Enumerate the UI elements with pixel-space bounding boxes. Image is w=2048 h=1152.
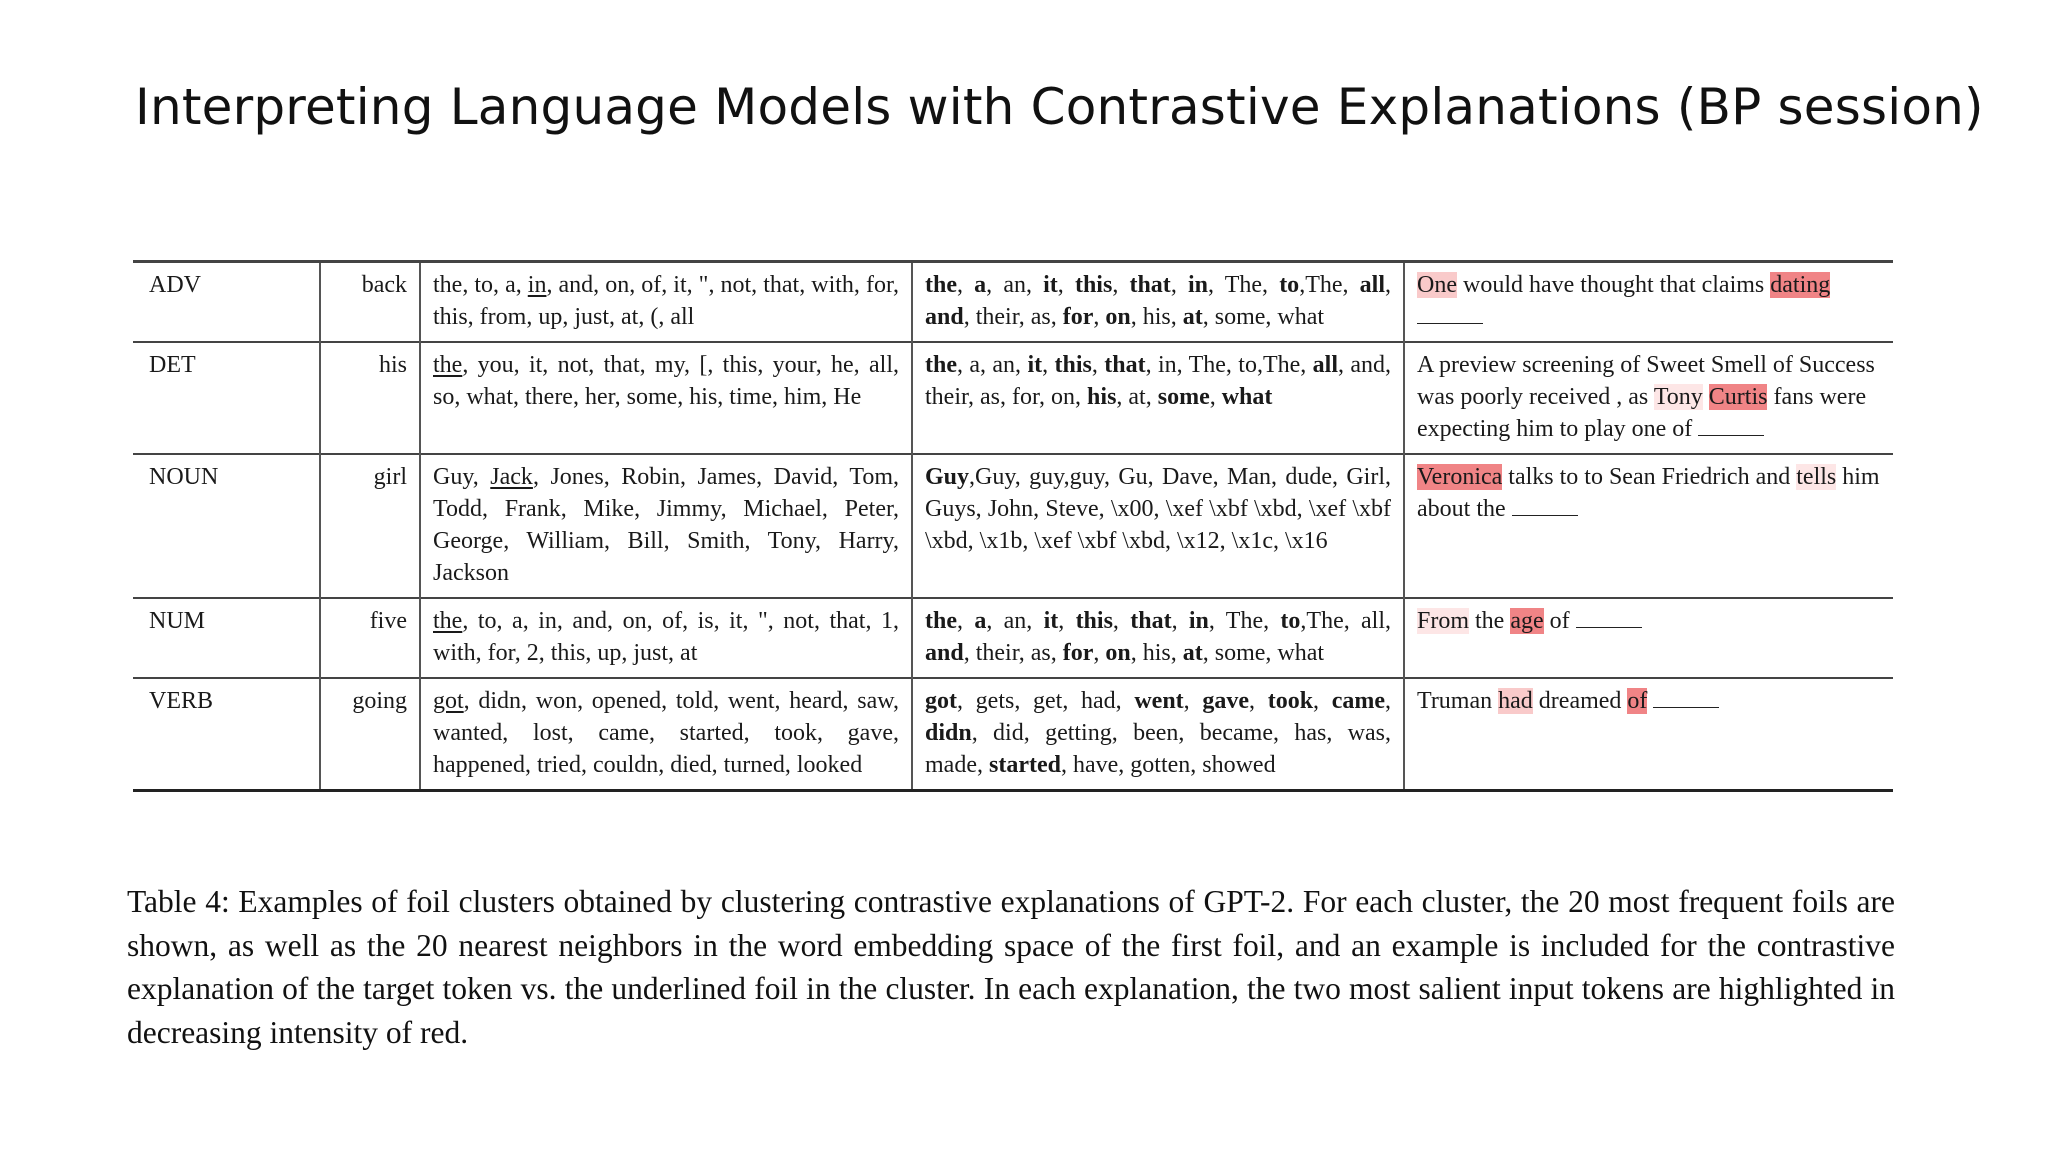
bold-token: a [974,608,987,634]
bold-token: for [1062,304,1094,330]
table-caption: Table 4: Examples of foil clusters obtained by clustering contrastive explanations of GPT-2. For each cluster, the 20 most frequent foils are shown, as well as the 20 nearest neighbors in the word embedding space of the first foil, and an example is included for the contrastive explanation of the target token vs. the underlined foil in the cluster. In each explanation, the two most salient input tokens are highlighted in decreasing intensity of red. [127,884,1895,1050]
target-token-cell: going [320,678,420,791]
table-body [133,262,1893,791]
pos-tag-cell: NUM [149,608,206,634]
text-segment: , [1171,608,1189,634]
table-row [133,454,1893,598]
salient-token-highlight: One [1417,272,1457,298]
text-segment: , [1091,352,1105,378]
bold-token: and [925,640,964,666]
frequent-foils-cell [420,598,912,678]
text-segment: , his, [1130,304,1183,330]
fill-in-blank [1512,495,1578,516]
text-segment: , [1313,688,1332,714]
text-segment: the [1469,608,1511,634]
text-segment: , [957,608,975,634]
frequent-foils-cell [420,678,912,791]
bold-token: all [1312,352,1338,378]
table-row [133,678,1893,791]
underlined-foil: in [527,272,547,298]
text-segment: , [1249,688,1268,714]
text-segment: , [1112,272,1130,298]
pos-tag-cell: NOUN [149,464,219,490]
text-segment: ,The, all, [1300,608,1392,634]
text-segment: ,Guy, guy,guy, Gu, Dave, Man, dude, Girl, Guys, John, Steve, \x00, \xef \xbf \xbd, \xef \xbf \xbd, \x1b, \xef \xbf \xbd, \x12, \x1c, \x16 [925,464,1391,554]
text-segment: Truman [1417,688,1499,714]
bold-token: that [1129,272,1171,298]
bold-token: the [925,352,957,378]
nearest-neighbors-cell [912,598,1404,678]
target-token-cell: back [320,262,420,343]
bold-token: gave [1202,688,1250,714]
frequent-foils-cell [420,342,912,454]
example-explanation-cell [1404,454,1893,598]
target-token-cell: girl [320,454,420,598]
bold-token: the [925,272,957,298]
fill-in-blank [1417,303,1483,324]
text-segment: , [1385,688,1392,714]
text-segment: , [1093,304,1106,330]
nearest-neighbors-cell [912,454,1404,598]
text-segment: , an, [986,608,1044,634]
text-segment: , and, their, as, for, on, [925,352,1392,410]
bold-token: it [1043,608,1059,634]
example-explanation-cell [1404,342,1893,454]
text-segment: , at, [1116,384,1158,410]
fill-in-blank [1698,415,1764,436]
text-segment: of [1543,608,1576,634]
salient-token-highlight: From [1417,608,1470,634]
text-segment: , [1170,272,1188,298]
bold-token: in [1188,608,1209,634]
text-segment: , The, [1207,272,1280,298]
bold-token: at [1182,640,1203,666]
text-segment: , The, [1208,608,1281,634]
fill-in-blank [1653,687,1719,708]
text-segment: , some, what [1202,640,1325,666]
text-segment: would have thought that claims [1456,272,1771,298]
bold-token: to [1280,608,1301,634]
bold-token: took [1267,688,1314,714]
text-segment: , gets, get, had, [957,688,1135,714]
text-segment: , didn, won, opened, told, went, heard, saw, wanted, lost, came, started, took, gave, happened, tried, couldn, died, turned, looked [433,688,899,778]
text-segment: the, to, a, [433,272,528,298]
text-segment: , a, an, [957,352,1028,378]
text-segment: A preview screening of Sweet Smell of Success was poorly received , as [1417,352,1875,410]
nearest-neighbors-cell [912,678,1404,791]
pos-tag-cell: DET [149,352,196,378]
salient-token-highlight: of [1627,688,1648,714]
target-token-cell: five [320,598,420,678]
text-segment: , [1093,640,1106,666]
bold-token: and [925,304,964,330]
bold-token: on [1105,640,1131,666]
bold-token: this [1054,352,1092,378]
text-segment: , their, as, [963,640,1063,666]
text-segment: , his, [1130,640,1183,666]
bold-token: for [1062,640,1094,666]
underlined-foil: got [433,688,464,714]
bold-token: this [1075,608,1113,634]
bold-token: it [1043,272,1058,298]
table-row [133,262,1893,343]
bold-token: at [1182,304,1203,330]
text-segment: , an, [986,272,1044,298]
bold-token: his [1087,384,1117,410]
bold-token: to [1279,272,1300,298]
text-segment: , and, on, of, it, ", not, that, with, for, this, from, up, just, at, (, all [433,272,899,330]
text-segment: , [1042,352,1055,378]
frequent-foils-cell [420,454,912,598]
underlined-foil: the [433,352,463,378]
bold-token: went [1134,688,1184,714]
text-segment: , you, it, not, that, my, [, this, your, he, all, so, what, there, her, some, his, time, him, He [433,352,899,410]
bold-token: didn [925,720,972,746]
nearest-neighbors-cell [912,262,1404,343]
bold-token: got [925,688,957,714]
bold-token: Guy [925,464,970,490]
text-segment: , Jones, Robin, James, David, Tom, Todd, Frank, Mike, Jimmy, Michael, Peter, George, William, Bill, Smith, Tony, Harry, Jackson [433,464,899,586]
salient-token-highlight: Veronica [1417,464,1503,490]
text-segment: Guy, [433,464,491,490]
bold-token: it [1027,352,1043,378]
example-explanation-cell [1404,262,1893,343]
text-segment: , [1112,608,1131,634]
foil-clusters-table [133,260,1893,792]
bold-token: that [1130,608,1172,634]
fill-in-blank [1576,607,1642,628]
pos-tag-cell: VERB [149,688,214,714]
salient-token-highlight: had [1498,688,1533,714]
bold-token: that [1104,352,1146,378]
text-segment: , to, a, in, and, on, of, is, it, ", not, that, 1, with, for, 2, this, up, just, at [433,608,899,666]
salient-token-highlight: dating [1770,272,1831,298]
text-segment: , some, what [1202,304,1325,330]
text-segment: dreamed [1532,688,1628,714]
slide-title: Interpreting Language Models with Contrastive Explanations (BP session) [135,78,1984,136]
text-segment: fans were expecting him to play one of [1417,384,1867,442]
bold-token: some [1157,384,1210,410]
text-segment: , [1385,272,1391,298]
text-segment: , in, The, to,The, [1145,352,1313,378]
table-row [133,342,1893,454]
example-explanation-cell [1404,678,1893,791]
text-segment: , did, getting, been, became, has, was, made, [925,720,1391,778]
frequent-foils-cell [420,262,912,343]
text-segment [1703,384,1709,410]
bold-token: on [1105,304,1131,330]
salient-token-highlight: tells [1796,464,1837,490]
bold-token: started [988,752,1061,778]
bold-token: the [925,608,957,634]
pos-tag-cell: ADV [149,272,201,298]
table-row [133,598,1893,678]
text-segment: , their, as, [963,304,1063,330]
text-segment: , [1209,384,1222,410]
salient-token-highlight: Curtis [1708,384,1768,410]
salient-token-highlight: age [1510,608,1544,634]
bold-token: in [1187,272,1208,298]
text-segment: , [957,272,975,298]
text-segment: , [1057,272,1075,298]
text-segment: , have, gotten, showed [1060,752,1276,778]
text-segment: , [1183,688,1203,714]
bold-token: what [1221,384,1273,410]
text-segment: him about the [1417,464,1880,522]
nearest-neighbors-cell [912,342,1404,454]
table [133,260,1893,792]
example-explanation-cell [1404,598,1893,678]
salient-token-highlight: Tony [1653,384,1703,410]
underlined-foil: the [433,608,463,634]
text-segment: ,The, [1299,272,1360,298]
bold-token: this [1074,272,1113,298]
bold-token: all [1359,272,1385,298]
target-token-cell: his [320,342,420,454]
text-segment: , [1058,608,1076,634]
text-segment: talks to to Sean Friedrich and [1502,464,1797,490]
bold-token: came [1331,688,1386,714]
underlined-foil: Jack [490,464,533,490]
bold-token: a [974,272,987,298]
